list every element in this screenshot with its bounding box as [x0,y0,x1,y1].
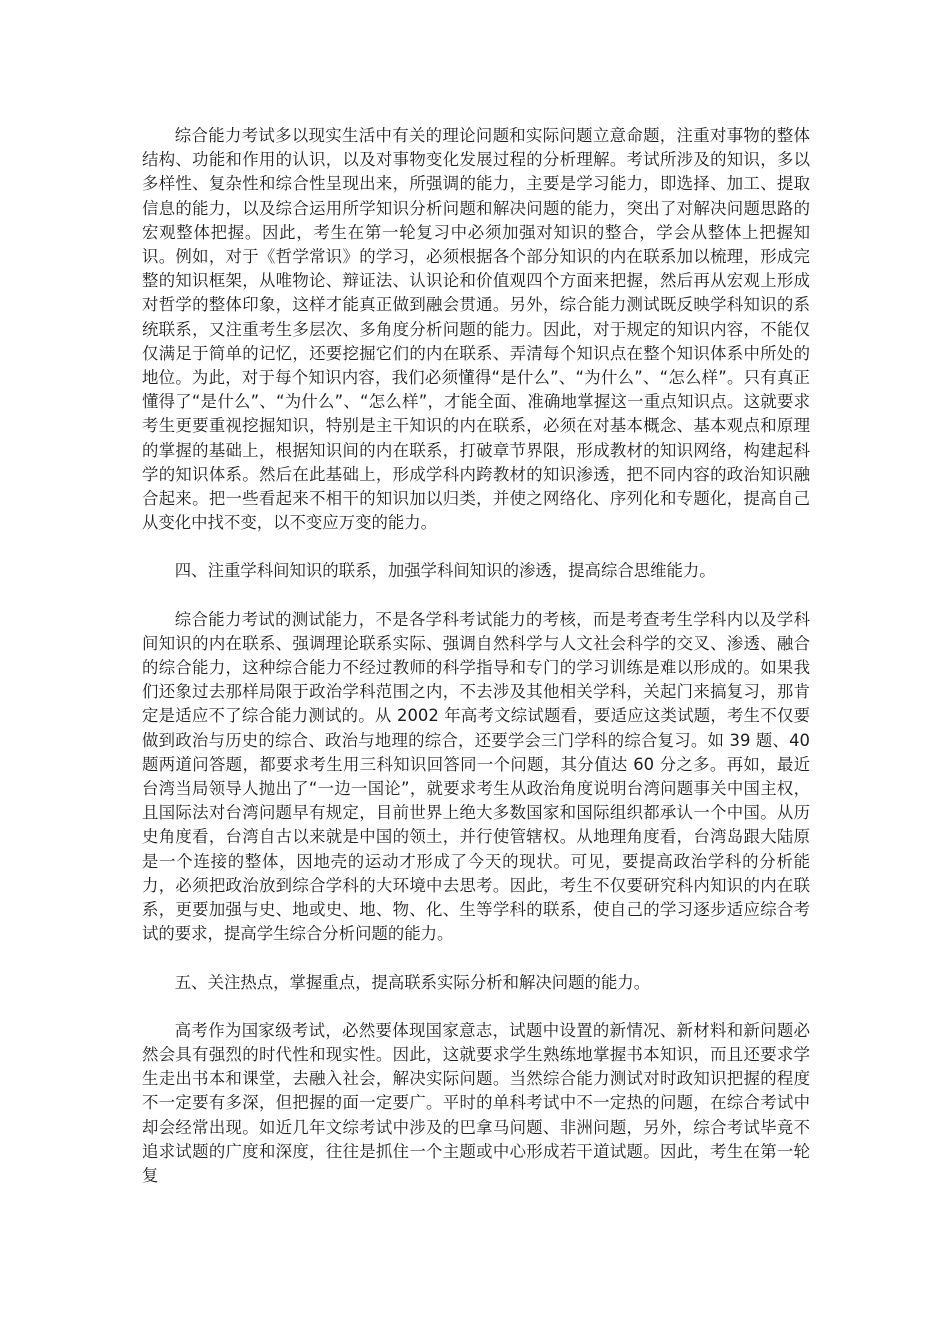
paragraph-hot-topics: 高考作为国家级考试，必然要体现国家意志，试题中设置的新情况、新材料和新问题必然会具有强烈的时代性和现实性。因此，这就要求学生熟练地掌握书本知识，而且还要求学生走出书本和课堂，去融入社会，解决实际问题。当然综合能力测试对时政知识把握的程度不一定要有多深，但把握的面一定要广。平时的单科考试中不一定热的问题，在综合考试中却会经常出现。如近几年文综考试中涉及的巴拿马问题、非洲问题，另外，综合考试毕竟不追求试题的广度和深度，往往是抓住一个主题或中心形成若干道试题。因此，考生在第一轮复 [142,1020,810,1185]
paragraph-knowledge-integration: 综合能力考试多以现实生活中有关的理论问题和实际问题立意命题，注重对事物的整体结构、功能和作用的认识，以及对事物变化发展过程的分析理解。考试所涉及的知识，多以多样性、复杂性和综合性呈现出来，所强调的能力，主要是学习能力，即选择、加工、提取信息的能力，以及综合运用所学知识分析问题和解决问题的能力，突出了对解决问题思路的宏观整体把握。因此，考生在第一轮复习中必须加强对知识的整合，学会从整体上把握知识。例如，对于《哲学常识》的学习，必须根据各个部分知识的内在联系加以梳理，形成完整的知识框架，从唯物论、辩证法、认识论和价值观四个方面来把握，然后再从宏观上形成对哲学的整体印象，这样才能真正做到融会贯通。另外，综合能力测试既反映学科知识的系统联系，又注重考生多层次、多角度分析问题的能力。因此，对于规定的知识内容，不能仅仅满足于简单的记忆，还要挖掘它们的内在联系、弄清每个知识点在整个知识体系中所处的地位。为此，对于每个知识内容，我们必须懂得“是什么”、“为什么”、“怎么样”。只有真正懂得了“是什么”、“为什么”、“怎么样”，才能全面、准确地掌握这一重点知识点。这就要求考生更要重视挖掘知识，特别是主干知识的内在联系，必须在对基本概念、基本观点和原理的掌握的基础上，根据知识间的内在联系，打破章节界限，形成教材的知识网络，构建起科学的知识体系。然后在此基础上，形成学科内跨教材的知识渗透，把不同内容的政治知识融合起来。把一些看起来不相干的知识加以归类，并使之网络化、序列化和专题化，提高自己从变化中找不变，以不变应万变的能力。 [142,126,810,533]
section-heading-four: 四、注重学科间知识的联系，加强学科间知识的渗透，提高综合思维能力。 [174,561,716,581]
paragraph-cross-discipline: 综合能力考试的测试能力，不是各学科考试能力的考核，而是考查考生学科内以及学科间知识的内在联系、强调理论联系实际、强调自然科学与人文社会科学的交叉、渗透、融合的综合能力，这种综合能力不经过教师的科学指导和专门的学习训练是难以形成的。如果我们还象过去那样局限于政治学科范围之内，不去涉及其他相关学科，关起门来搞复习，那肯定是适应不了综合能力测试的。从 2002 年高考文综试题看，要适应这类试题，考生不仅要做到政治与历史的综合、政治与地理的综合，还要学会三门学科的综合复习。如 39 题、40 题两道问答题，都要求考生用三科知识回答同一个问题，其分值达 60 分之多。再如，最近台湾当局领导人抛出了“一边一国论”，就要求考生从政治角度说明台湾问题事关中国主权，且国际法对台湾问题早有规定，目前世界上绝大多数国家和国际组织都承认一个中国。从历史角度看，台湾自古以来就是中国的领土，并行使管辖权。从地理角度看，台湾岛跟大陆原是一个连接的整体，因地壳的运动才形成了今天的现状。可见，要提高政治学科的分析能力，必须把政治放到综合学科的大环境中去思考。因此，考生不仅要研究科内知识的内在联系，更要加强与史、地或史、地、物、化、生等学科的联系，使自己的学习逐步适应综合考试的要求，提高学生综合分析问题的能力。 [142,609,810,944]
document-body [142,124,810,1212]
section-heading-five: 五、关注热点，掌握重点，提高联系实际分析和解决问题的能力。 [174,972,651,992]
